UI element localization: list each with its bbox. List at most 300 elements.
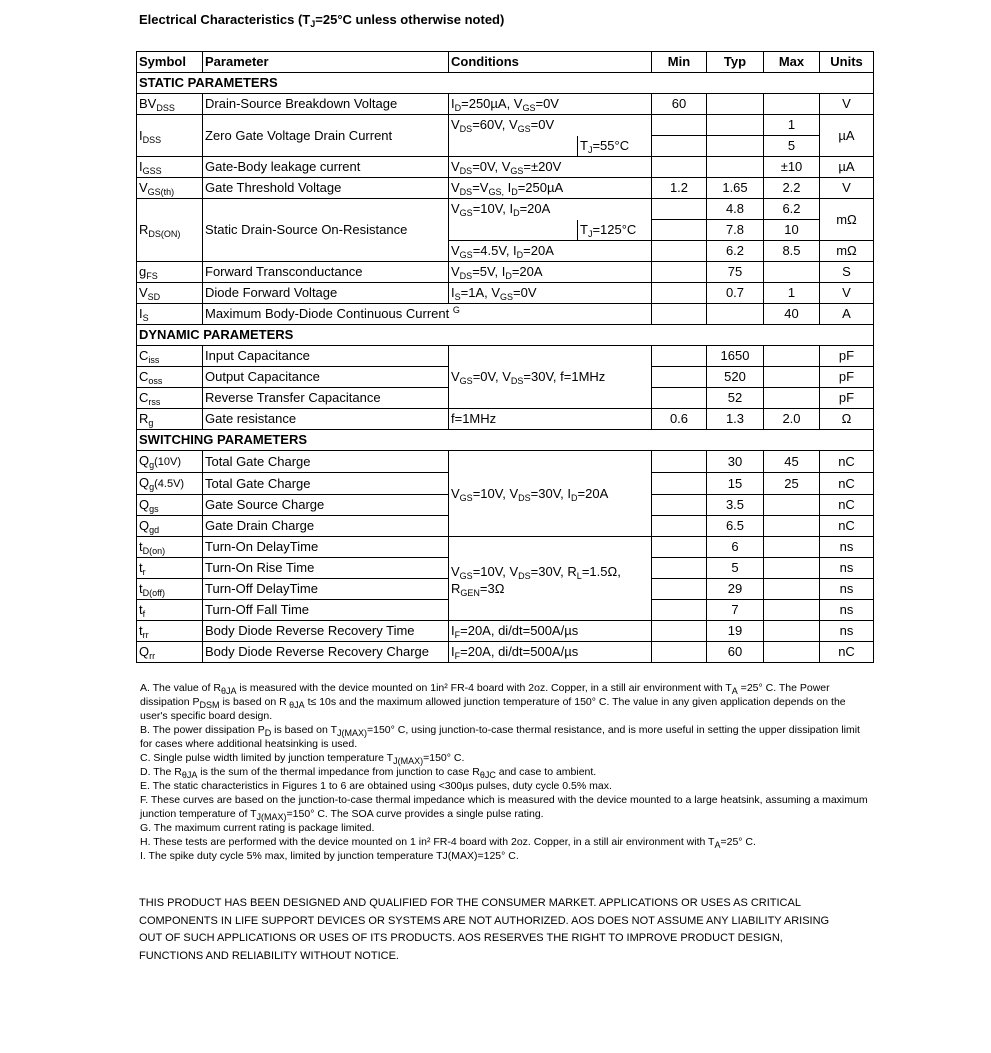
symbol-cell xyxy=(137,178,203,199)
cond-text: =20A xyxy=(577,485,609,501)
min-cell xyxy=(652,283,707,304)
cond-sub: GS xyxy=(459,570,473,581)
symbol-cell xyxy=(137,157,203,178)
symbol-sub: gs xyxy=(149,504,159,514)
conditions-cell-temp xyxy=(449,220,652,241)
symbol-suffix: (10V) xyxy=(154,456,182,468)
max-cell: 40 xyxy=(764,304,820,325)
cond-sub: GS xyxy=(522,103,536,113)
cond-text: V xyxy=(451,264,460,279)
symbol-sub: rr xyxy=(142,630,149,640)
symbol-cell xyxy=(137,621,203,642)
note-e: E. The static characteristics in Figures 1 to 6 are obtained using <300µs pulses, duty cycle 0.5% max. xyxy=(140,780,612,792)
parameter-cell: Reverse Transfer Capacitance xyxy=(203,388,449,409)
min-cell xyxy=(652,621,707,642)
cond-text: =20A xyxy=(519,201,551,217)
symbol-sub: rss xyxy=(148,397,161,407)
note-sub: θJC xyxy=(479,770,496,780)
cond-sub: DS xyxy=(518,570,531,581)
conditions-cell xyxy=(449,115,652,136)
parameter-cell: Total Gate Charge xyxy=(203,451,449,473)
max-cell xyxy=(764,262,820,283)
table-row xyxy=(137,642,874,663)
symbol-cell xyxy=(137,642,203,663)
typ-cell: 520 xyxy=(707,367,764,388)
table-row xyxy=(137,199,874,220)
cond-sub: F xyxy=(454,630,461,640)
cond-sub: DS xyxy=(459,271,473,281)
section-static: STATIC PARAMETERS xyxy=(137,73,874,94)
typ-cell: 15 xyxy=(707,473,764,495)
note-g: G. The maximum current rating is package limited. xyxy=(140,822,375,834)
symbol-main: C xyxy=(139,390,149,405)
cond-text: =0V xyxy=(513,285,537,300)
symbol-cell xyxy=(137,283,203,304)
min-cell: 0.6 xyxy=(652,409,707,430)
parameter-cell: Body Diode Reverse Recovery Charge xyxy=(203,642,449,663)
footnote-ref: G xyxy=(452,305,460,315)
cond-text: =1.5Ω, xyxy=(581,563,621,579)
cond-text: =4.5V, I xyxy=(472,243,517,258)
temp-text: =55°C xyxy=(592,137,630,153)
typ-cell xyxy=(707,304,764,325)
units-cell: pF xyxy=(820,346,874,367)
cond-text: =5V, I xyxy=(472,264,506,279)
units-cell: µA xyxy=(820,115,874,157)
symbol-cell xyxy=(137,115,203,157)
units-cell: pF xyxy=(820,367,874,388)
max-cell: 25 xyxy=(764,473,820,495)
symbol-cell xyxy=(137,199,203,262)
cond-sub: F xyxy=(454,651,461,661)
note-text: and case to ambient. xyxy=(495,766,597,778)
symbol-main: Q xyxy=(139,644,150,659)
min-cell xyxy=(652,241,707,262)
cond-text: =250µA, V xyxy=(461,96,523,111)
typ-cell xyxy=(707,157,764,178)
cond-sub: GEN xyxy=(460,587,480,598)
note-text: H. These tests are performed with the device mounted on 1 in² FR-4 board with 2oz. Copper, in a still air environment with T xyxy=(140,836,715,848)
cond-text: V xyxy=(451,201,460,217)
symbol-sub: D(on) xyxy=(142,546,166,556)
table-row xyxy=(137,178,874,199)
symbol-main: V xyxy=(139,285,148,300)
min-cell xyxy=(652,199,707,220)
parameter-cell: Diode Forward Voltage xyxy=(203,283,449,304)
min-cell xyxy=(652,451,707,473)
note-sub: J(MAX) xyxy=(393,756,424,766)
min-cell: 60 xyxy=(652,94,707,115)
cond-text: I xyxy=(451,96,455,111)
note-f xyxy=(140,793,870,821)
cond-text: =0V xyxy=(530,117,555,133)
cond-sub: DS xyxy=(459,124,473,135)
cond-text: =0V, V xyxy=(472,369,511,384)
cond-sub: GS xyxy=(459,208,473,219)
max-cell xyxy=(764,642,820,663)
max-cell: 2.0 xyxy=(764,409,820,430)
header-units: Units xyxy=(820,52,874,73)
note-c xyxy=(140,751,870,765)
symbol-main: Q xyxy=(139,453,150,468)
units-cell: ns xyxy=(820,537,874,558)
max-cell: ±10 xyxy=(764,157,820,178)
note-sub: θJA xyxy=(181,770,198,780)
units-cell: ns xyxy=(820,621,874,642)
min-cell xyxy=(652,262,707,283)
max-cell: 1 xyxy=(764,115,820,136)
typ-cell: 6.2 xyxy=(707,241,764,262)
cond-text: I xyxy=(451,644,455,659)
conditions-cell xyxy=(449,537,652,621)
disclaimer-line: COMPONENTS IN LIFE SUPPORT DEVICES OR SYSTEMS ARE NOT AUTHORIZED. AOS DOES NOT ASSUME ANY LIABILITY ARISING xyxy=(139,914,830,927)
table-row xyxy=(137,409,874,430)
cond-sub: DS xyxy=(510,376,524,386)
typ-cell: 6.5 xyxy=(707,516,764,537)
max-cell: 6.2 xyxy=(764,199,820,220)
parameter-cell: Turn-On Rise Time xyxy=(203,558,449,579)
table-row xyxy=(137,451,874,473)
symbol-cell xyxy=(137,346,203,367)
note-h xyxy=(140,835,870,849)
note-sub: D xyxy=(264,728,272,738)
cond-sub: D xyxy=(571,492,578,503)
section-switching: SWITCHING PARAMETERS xyxy=(137,430,874,451)
typ-cell: 5 xyxy=(707,558,764,579)
min-cell: 1.2 xyxy=(652,178,707,199)
note-text: is the sum of the thermal impedance from junction to case R xyxy=(197,766,480,778)
note-b xyxy=(140,723,870,751)
disclaimer xyxy=(139,895,859,965)
temp-sub: J xyxy=(587,228,593,239)
conditions-cell xyxy=(449,157,652,178)
cond-text: V xyxy=(451,180,460,195)
units-cell: ns xyxy=(820,558,874,579)
section-dynamic: DYNAMIC PARAMETERS xyxy=(137,325,874,346)
cond-text: =20A, di/dt=500A/µs xyxy=(460,623,579,638)
cond-sub: D xyxy=(511,187,518,197)
note-sub: A xyxy=(714,840,721,850)
cond-sub: GS xyxy=(459,376,473,386)
cond-text: V xyxy=(451,243,460,258)
max-cell xyxy=(764,621,820,642)
symbol-suffix: (4.5V) xyxy=(154,478,185,490)
parameter-cell: Body Diode Reverse Recovery Time xyxy=(203,621,449,642)
max-cell: 8.5 xyxy=(764,241,820,262)
cond-text: =30V, R xyxy=(530,563,577,579)
min-cell xyxy=(652,516,707,537)
symbol-cell xyxy=(137,367,203,388)
typ-cell: 7.8 xyxy=(707,220,764,241)
page-title xyxy=(139,12,504,27)
note-sub: DSM xyxy=(199,700,220,710)
symbol-main: Q xyxy=(139,497,150,512)
symbol-cell xyxy=(137,600,203,621)
symbol-sub: gd xyxy=(149,525,160,535)
note-text: =25° C. xyxy=(720,836,756,848)
symbol-main: t xyxy=(139,602,143,617)
temp-text: T xyxy=(580,137,588,153)
symbol-sub: g xyxy=(148,418,154,428)
footnotes xyxy=(140,681,870,863)
symbol-cell xyxy=(137,579,203,600)
cond-sub: S xyxy=(454,292,461,302)
conditions-cell xyxy=(449,178,652,199)
cond-sub: GS xyxy=(459,492,473,503)
title-sub: J xyxy=(310,19,316,29)
header-max: Max xyxy=(764,52,820,73)
cond-text: =30V, f=1MHz xyxy=(523,369,606,384)
max-cell xyxy=(764,346,820,367)
cond-sub: D xyxy=(454,103,462,113)
conditions-cell-temp xyxy=(449,136,652,157)
typ-cell: 1.65 xyxy=(707,178,764,199)
cond-text: I xyxy=(451,623,455,638)
cond-sub: GS, xyxy=(488,187,504,197)
cond-sub: D xyxy=(516,250,524,260)
min-cell xyxy=(652,367,707,388)
symbol-sub: FS xyxy=(146,271,158,281)
section-row xyxy=(137,325,874,346)
min-cell xyxy=(652,642,707,663)
temp-cell xyxy=(578,136,652,156)
max-cell xyxy=(764,537,820,558)
max-cell: 45 xyxy=(764,451,820,473)
table-row xyxy=(137,346,874,367)
symbol-sub: GSS xyxy=(142,166,162,176)
conditions-cell xyxy=(449,199,652,220)
cond-sub: DS xyxy=(518,492,531,503)
units-cell: nC xyxy=(820,495,874,516)
note-sub: A xyxy=(731,686,738,696)
max-cell: 5 xyxy=(764,136,820,157)
min-cell xyxy=(652,495,707,516)
cond-text: =V xyxy=(472,180,489,195)
table-row xyxy=(137,304,874,325)
parameter-cell: Zero Gate Voltage Drain Current xyxy=(203,115,449,157)
units-cell: V xyxy=(820,283,874,304)
disclaimer-line: THIS PRODUCT HAS BEEN DESIGNED AND QUALIFIED FOR THE CONSUMER MARKET. APPLICATIONS OR USES AS CRITICAL xyxy=(139,897,801,909)
symbol-sub: oss xyxy=(148,376,163,386)
cond-text: V xyxy=(451,117,460,133)
table-row xyxy=(137,115,874,136)
max-cell xyxy=(764,94,820,115)
note-text: D. The R xyxy=(140,766,182,778)
parameter-cell: Forward Transconductance xyxy=(203,262,449,283)
units-cell: A xyxy=(820,304,874,325)
min-cell xyxy=(652,136,707,157)
min-cell xyxy=(652,537,707,558)
typ-cell: 1650 xyxy=(707,346,764,367)
typ-cell: 4.8 xyxy=(707,199,764,220)
typ-cell: 6 xyxy=(707,537,764,558)
cond-sub: D xyxy=(505,271,512,281)
symbol-sub: f xyxy=(142,609,146,619)
max-cell xyxy=(764,558,820,579)
symbol-main: I xyxy=(139,159,143,174)
symbol-sub: iss xyxy=(148,355,160,365)
symbol-sub: DSS xyxy=(142,134,162,145)
units-cell: µA xyxy=(820,157,874,178)
table-row xyxy=(137,283,874,304)
symbol-sub: GS(th) xyxy=(147,187,175,197)
table-row xyxy=(137,621,874,642)
cond-text: =10V, V xyxy=(472,563,519,579)
symbol-main: R xyxy=(139,222,149,237)
symbol-cell xyxy=(137,409,203,430)
parameter-cell: Input Capacitance xyxy=(203,346,449,367)
disclaimer-line: OUT OF SUCH APPLICATIONS OR USES OF ITS PRODUCTS. AOS RESERVES THE RIGHT TO IMPROVE PRODUCT DESIGN, xyxy=(139,932,783,944)
units-cell: nC xyxy=(820,473,874,495)
typ-cell: 19 xyxy=(707,621,764,642)
parameter-cell: Gate Drain Charge xyxy=(203,516,449,537)
max-cell xyxy=(764,367,820,388)
symbol-cell xyxy=(137,558,203,579)
max-cell xyxy=(764,600,820,621)
typ-cell: 30 xyxy=(707,451,764,473)
symbol-main: R xyxy=(139,411,149,426)
note-d xyxy=(140,765,870,779)
title-text: Electrical Characteristics (T xyxy=(139,12,311,27)
parameter-cell: Turn-On DelayTime xyxy=(203,537,449,558)
units-cell: V xyxy=(820,94,874,115)
typ-cell xyxy=(707,115,764,136)
typ-cell: 75 xyxy=(707,262,764,283)
symbol-main: Q xyxy=(139,475,150,490)
parameter-cell: Gate-Body leakage current xyxy=(203,157,449,178)
parameter-text: Maximum Body-Diode Continuous Current xyxy=(205,306,453,321)
header-symbol: Symbol xyxy=(137,52,203,73)
typ-cell: 3.5 xyxy=(707,495,764,516)
parameter-cell: Turn-Off Fall Time xyxy=(203,600,449,621)
min-cell xyxy=(652,388,707,409)
symbol-sub: DS(ON) xyxy=(148,229,181,239)
note-sub: θJA xyxy=(220,686,237,696)
symbol-sub: S xyxy=(142,313,149,323)
min-cell xyxy=(652,473,707,495)
min-cell xyxy=(652,220,707,241)
table-header-row xyxy=(137,52,874,73)
symbol-cell xyxy=(137,451,203,473)
note-text: =150° C, using junction-to-case thermal resistance, and is more useful in setting the upper dissipation limit for cases where additional heatsinking is used. xyxy=(140,724,860,750)
typ-cell xyxy=(707,136,764,157)
units-cell: V xyxy=(820,178,874,199)
min-cell xyxy=(652,304,707,325)
max-cell xyxy=(764,579,820,600)
symbol-cell xyxy=(137,304,203,325)
symbol-sub: g xyxy=(149,460,155,470)
cond-sub: D xyxy=(513,208,520,219)
min-cell xyxy=(652,157,707,178)
cond-sub: GS xyxy=(500,292,514,302)
cond-text: =3Ω xyxy=(479,580,505,596)
units-cell: ns xyxy=(820,579,874,600)
symbol-cell xyxy=(137,262,203,283)
cond-text: V xyxy=(451,485,460,501)
units-cell: nC xyxy=(820,642,874,663)
table-row xyxy=(137,157,874,178)
symbol-cell xyxy=(137,94,203,115)
section-row xyxy=(137,430,874,451)
symbol-main: C xyxy=(139,348,149,363)
symbol-sub: rr xyxy=(149,651,156,661)
parameter-cell xyxy=(203,304,652,325)
cond-sub: DS xyxy=(459,187,473,197)
symbol-sub: SD xyxy=(147,292,161,302)
title-text-end: =25°C unless otherwise noted) xyxy=(315,12,505,27)
max-cell: 10 xyxy=(764,220,820,241)
cond-text: =20A, di/dt=500A/µs xyxy=(460,644,579,659)
parameter-cell: Output Capacitance xyxy=(203,367,449,388)
conditions-cell xyxy=(449,346,652,409)
typ-cell: 7 xyxy=(707,600,764,621)
note-a xyxy=(140,681,870,723)
symbol-main: C xyxy=(139,369,149,384)
units-cell: Ω xyxy=(820,409,874,430)
symbol-sub: r xyxy=(142,567,146,577)
cond-text: =20A xyxy=(511,264,543,279)
cond-sub: GS xyxy=(459,250,473,260)
table-row xyxy=(137,262,874,283)
header-parameter: Parameter xyxy=(203,52,449,73)
symbol-main: I xyxy=(139,306,143,321)
temp-text: T xyxy=(580,221,588,237)
cond-text: =0V, V xyxy=(472,159,511,174)
symbol-main: g xyxy=(139,264,147,279)
note-text: B. The power dissipation P xyxy=(140,724,265,736)
max-cell xyxy=(764,516,820,537)
max-cell xyxy=(764,388,820,409)
temp-sub: J xyxy=(587,144,593,155)
symbol-main: BV xyxy=(139,96,157,111)
symbol-cell xyxy=(137,495,203,516)
header-min: Min xyxy=(652,52,707,73)
note-text: =25° C. The Power dissipation P xyxy=(140,682,830,708)
cond-text: =250µA xyxy=(517,180,564,195)
cond-sub: L xyxy=(576,570,582,581)
symbol-main: t xyxy=(139,539,143,554)
symbol-main: Q xyxy=(139,518,150,533)
symbol-sub: DSS xyxy=(156,103,175,113)
cond-text: =30V, I xyxy=(530,485,572,501)
temp-cell xyxy=(578,220,652,240)
min-cell xyxy=(652,115,707,136)
units-cell: nC xyxy=(820,516,874,537)
units-cell: pF xyxy=(820,388,874,409)
disclaimer-line: FUNCTIONS AND RELIABILITY WITHOUT NOTICE. xyxy=(139,949,399,962)
conditions-cell xyxy=(449,283,652,304)
note-sub: θJA xyxy=(286,700,305,710)
note-text: F. These curves are based on the junction-to-case thermal impedance which is measured with the device mounted to a large heatsink, assuming a maximum junction temperature of T xyxy=(140,794,868,820)
note-text: =150° C. The SOA curve provides a single pulse rating. xyxy=(286,808,544,820)
cond-sub: GS xyxy=(517,124,531,135)
units-cell: mΩ xyxy=(820,241,874,262)
note-text: is based on T xyxy=(271,724,337,736)
conditions-cell xyxy=(449,621,652,642)
cond-text: =10V, V xyxy=(472,485,519,501)
note-text: A. The value of R xyxy=(140,682,221,694)
conditions-cell: f=1MHz xyxy=(449,409,652,430)
table-row xyxy=(137,537,874,558)
cond-text: I xyxy=(451,285,455,300)
cond-text: =±20V xyxy=(523,159,562,174)
note-i: I. The spike duty cycle 5% max, limited by junction temperature TJ(MAX)=125° C. xyxy=(140,850,519,862)
max-cell: 2.2 xyxy=(764,178,820,199)
cond-text: =0V xyxy=(535,96,559,111)
note-text: t≤ 10s and the maximum allowed junction temperature of 150° C. The value in any given application depends on the user's specific board design. xyxy=(140,696,846,722)
note-sub: J(MAX) xyxy=(336,728,367,738)
section-row xyxy=(137,73,874,94)
